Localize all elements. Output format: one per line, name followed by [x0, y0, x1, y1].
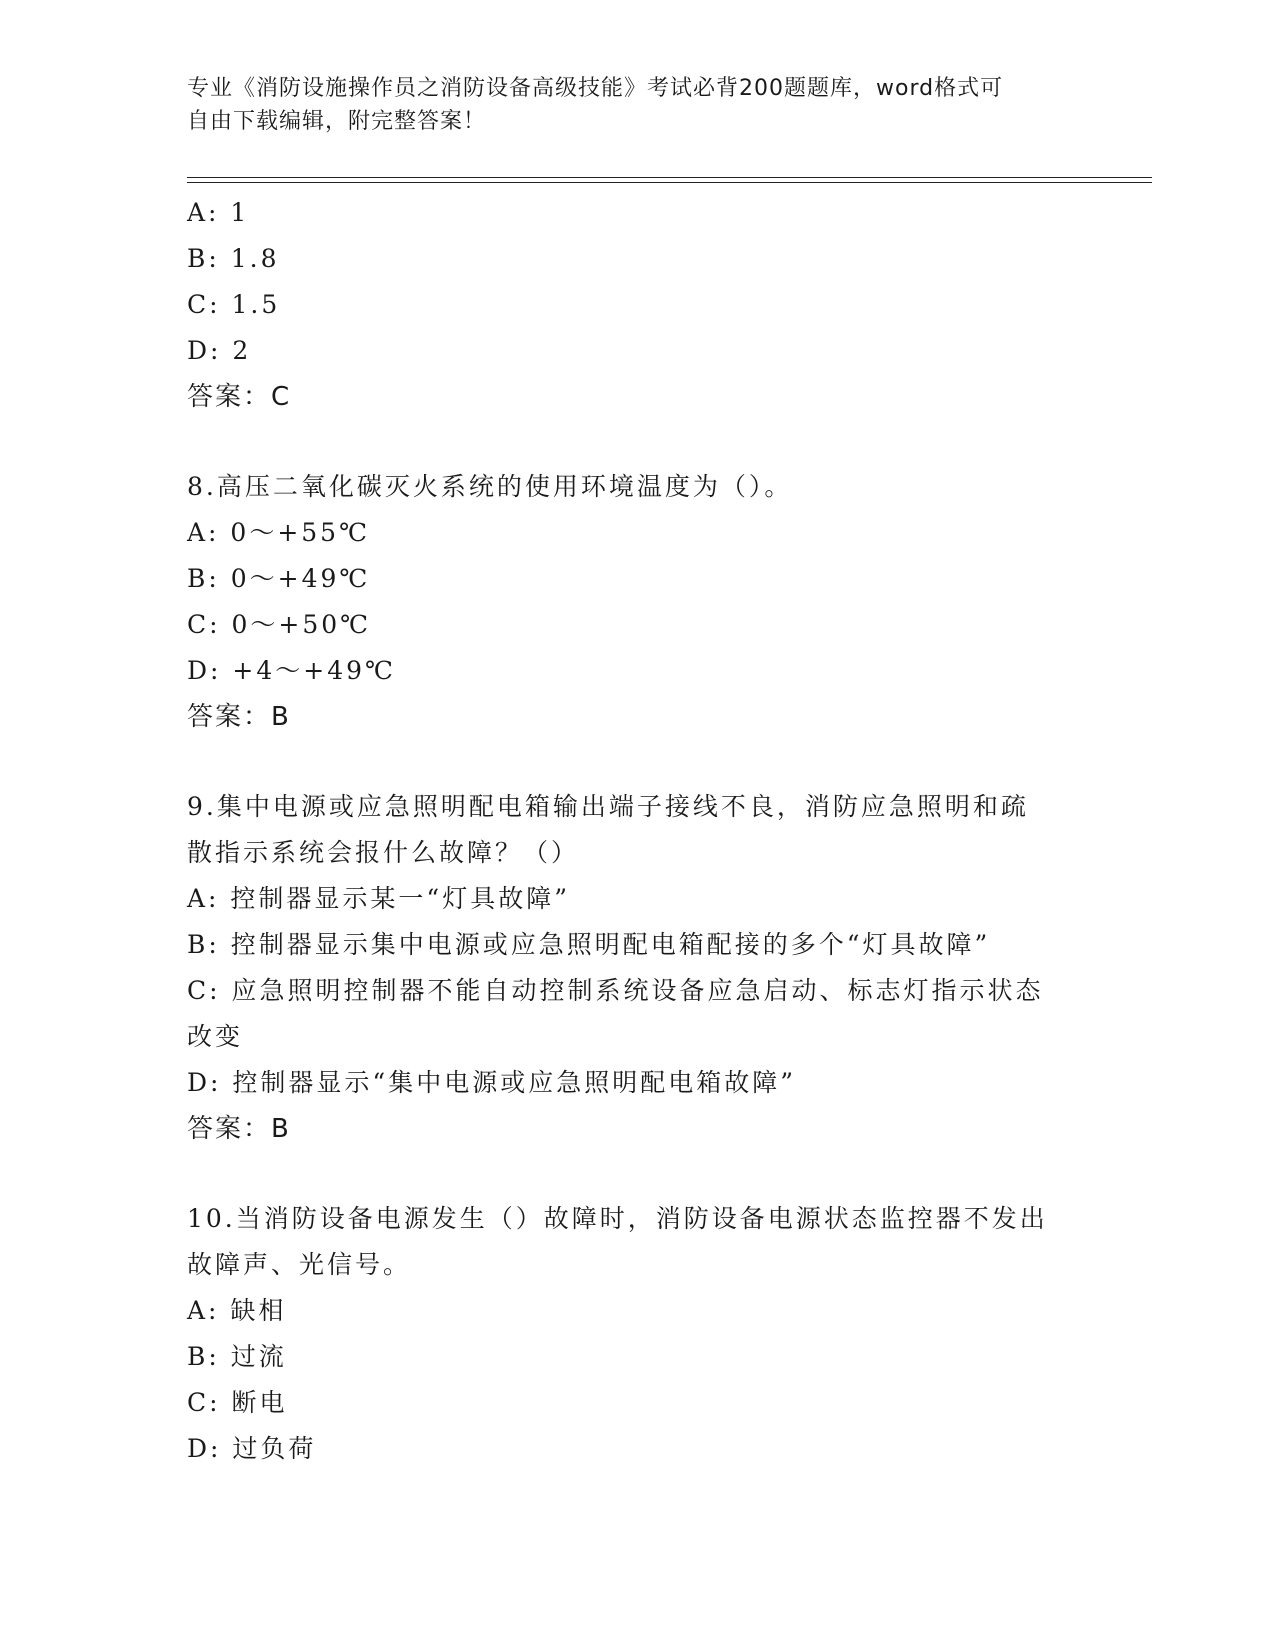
option-b: B: 1.8: [187, 244, 280, 273]
header-divider-top: [187, 177, 1152, 178]
option-c: C: 断电: [187, 1388, 288, 1417]
option-c: C: 应急照明控制器不能自动控制系统设备应急启动、标志灯指示状态: [187, 976, 1044, 1005]
question-stem-line-1: 10.当消防设备电源发生（）故障时，消防设备电源状态监控器不发出: [187, 1204, 1048, 1233]
option-a: A: 缺相: [187, 1296, 287, 1325]
answer: 答案：B: [187, 702, 291, 732]
option-a: A: 控制器显示某一“灯具故障”: [187, 884, 570, 913]
question-list: [187, 190, 1087, 1472]
option-b: B: 0～+49℃: [187, 564, 371, 593]
question-10: [187, 1196, 1087, 1472]
question-8: [187, 464, 1087, 740]
question-7: [187, 190, 1087, 420]
question-stem: 8.高压二氧化碳灭火系统的使用环境温度为（）。: [187, 472, 793, 501]
option-c-continued: 改变: [187, 1022, 244, 1051]
question-stem-line-2: 故障声、光信号。: [187, 1250, 412, 1279]
question-stem-line-2: 散指示系统会报什么故障？（）: [187, 838, 580, 867]
answer: 答案：B: [187, 1114, 291, 1144]
header-divider-bottom: [187, 182, 1152, 183]
document-header: [187, 72, 1087, 138]
option-c: C: 1.5: [187, 290, 281, 319]
header-line-1: 专业《消防设施操作员之消防设备高级技能》考试必背200题题库，word格式可: [187, 76, 1004, 101]
question-9: [187, 784, 1087, 1152]
option-d: D: 控制器显示“集中电源或应急照明配电箱故障”: [187, 1068, 796, 1097]
option-b: B: 过流: [187, 1342, 287, 1371]
question-stem-line-1: 9.集中电源或应急照明配电箱输出端子接线不良，消防应急照明和疏: [187, 792, 1029, 821]
option-d: D: +4～+49℃: [187, 656, 396, 685]
option-c: C: 0～+50℃: [187, 610, 372, 639]
option-a: A: 1: [187, 198, 250, 227]
option-d: D: 2: [187, 336, 252, 365]
answer: 答案：C: [187, 382, 292, 412]
option-b: B: 控制器显示集中电源或应急照明配电箱配接的多个“灯具故障”: [187, 930, 991, 959]
option-a: A: 0～+55℃: [187, 518, 371, 547]
header-line-2: 自由下载编辑，附完整答案！: [187, 109, 487, 134]
option-d: D: 过负荷: [187, 1434, 317, 1463]
